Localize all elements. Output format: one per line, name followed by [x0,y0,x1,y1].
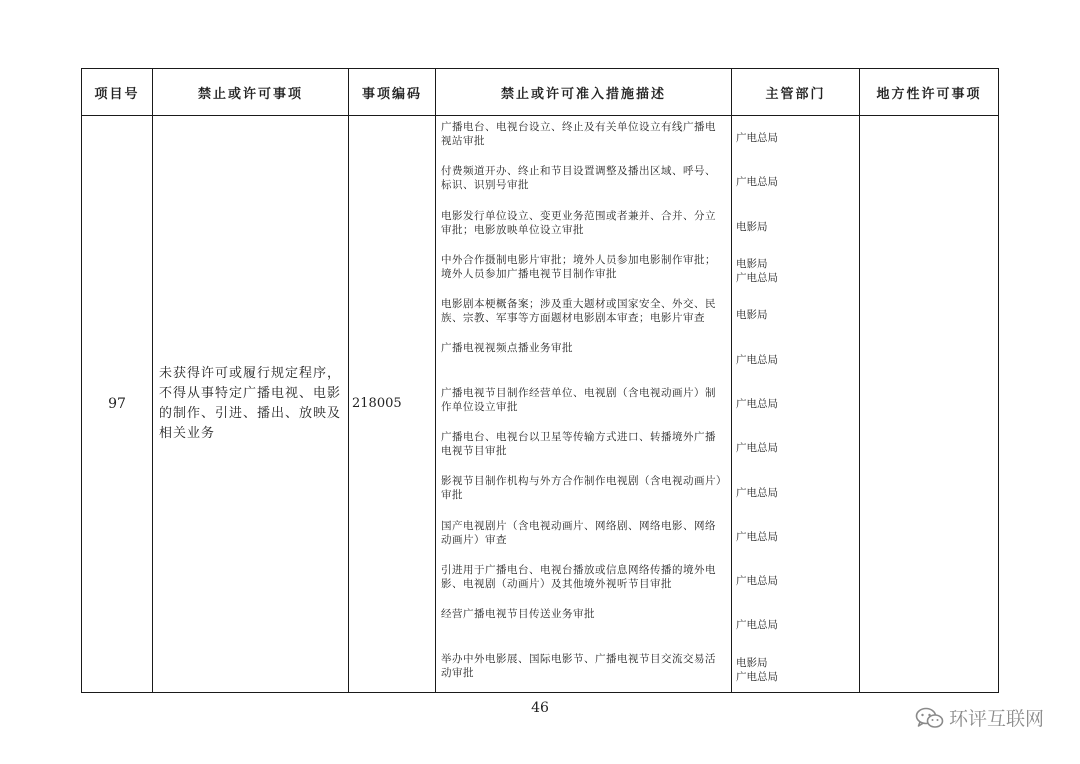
department-name: 广电总局 [736,176,778,189]
permit-table [81,68,999,693]
local-permit-cell [860,116,999,693]
department-name: 广电总局 [736,486,778,499]
measure-descriptions [436,116,732,693]
departments [732,116,860,693]
department-name: 广电总局 [736,132,778,145]
department-name: 广电总局 [736,353,778,366]
measure-description: 国产电视剧片（含电视动画片、网络剧、网络电影、网络动画片）审查 [441,519,716,546]
item-code: 218005 [349,116,436,693]
measure-description: 经营广播电视节目传送业务审批 [441,608,595,621]
measure-description: 中外合作摄制电影片审批；境外人员参加电影制作审批；境外人员参加广播电视节目制作审批 [441,253,716,280]
measure-description: 引进用于广播电台、电视台播放或信息网络传播的境外电影、电视剧（动画片）及其他境外视听节目审批 [441,563,716,590]
watermark [915,704,1044,731]
measure-description: 付费频道开办、终止和节目设置调整及播出区域、呼号、标识、识别号审批 [441,165,716,192]
department-name: 电影局 [736,309,768,322]
measure-department [732,426,859,470]
measure-description: 举办中外电影展、国际电影节、广播电视节目交流交易活动审批 [441,652,716,679]
measure-description: 电影发行单位设立、变更业务范围或者兼并、合并、分立审批；电影放映单位设立审批 [441,209,716,236]
measure-department [732,603,859,647]
measure-description: 电影剧本梗概备案；涉及重大题材或国家安全、外交、民族、宗教、军事等方面题材电影剧本审查；电影片审查 [441,298,716,325]
department-name: 电影局 [736,258,768,271]
header-item: 禁止或许可事项 [153,69,349,116]
measure-department [732,470,859,514]
table-header-row [82,69,999,116]
measure-department [732,160,859,204]
department-name: 广电总局 [736,670,778,683]
measure-department [732,382,859,426]
department-name: 电影局 [736,656,768,669]
page-number: 46 [531,700,549,716]
header-department: 主管部门 [732,69,860,116]
measure-description: 影视节目制作机构与外方合作制作电视剧（含电视动画片）审批 [441,475,722,502]
department-name: 广电总局 [736,272,778,285]
measure-department [732,293,859,337]
measure-description: 广播电台、电视台以卫星等传输方式进口、转播境外广播电视节目审批 [441,431,716,458]
measure-department [732,648,859,692]
department-name: 电影局 [736,220,768,233]
department-name: 广电总局 [736,575,778,588]
header-local-permit: 地方性许可事项 [860,69,999,116]
watermark-text: 环评互联网 [948,708,1044,730]
measure-department [732,116,859,160]
measure-department [732,205,859,249]
department-name: 广电总局 [736,530,778,543]
table-row [82,116,999,693]
department-name: 广电总局 [736,619,778,632]
measure-department [732,249,859,293]
measure-department [732,559,859,603]
measure-description: 广播电视节目制作经营单位、电视剧（含电视动画片）制作单位设立审批 [441,386,716,413]
header-code: 事项编码 [349,69,436,116]
wechat-icon [915,706,945,730]
header-description: 禁止或许可准入措施描述 [436,69,732,116]
department-name: 广电总局 [736,397,778,410]
measure-department [732,515,859,559]
item-number: 97 [82,116,153,693]
header-item-no: 项目号 [82,69,153,116]
department-name: 广电总局 [736,442,778,455]
measure-description: 广播电台、电视台设立、终止及有关单位设立有线广播电视站审批 [441,121,716,147]
measure-department [732,337,859,381]
item-title: 未获得许可或履行规定程序，不得从事特定广播电视、电影的制作、引进、播出、放映及相关业务 [153,116,349,693]
measure-description: 广播电视视频点播业务审批 [441,342,573,355]
